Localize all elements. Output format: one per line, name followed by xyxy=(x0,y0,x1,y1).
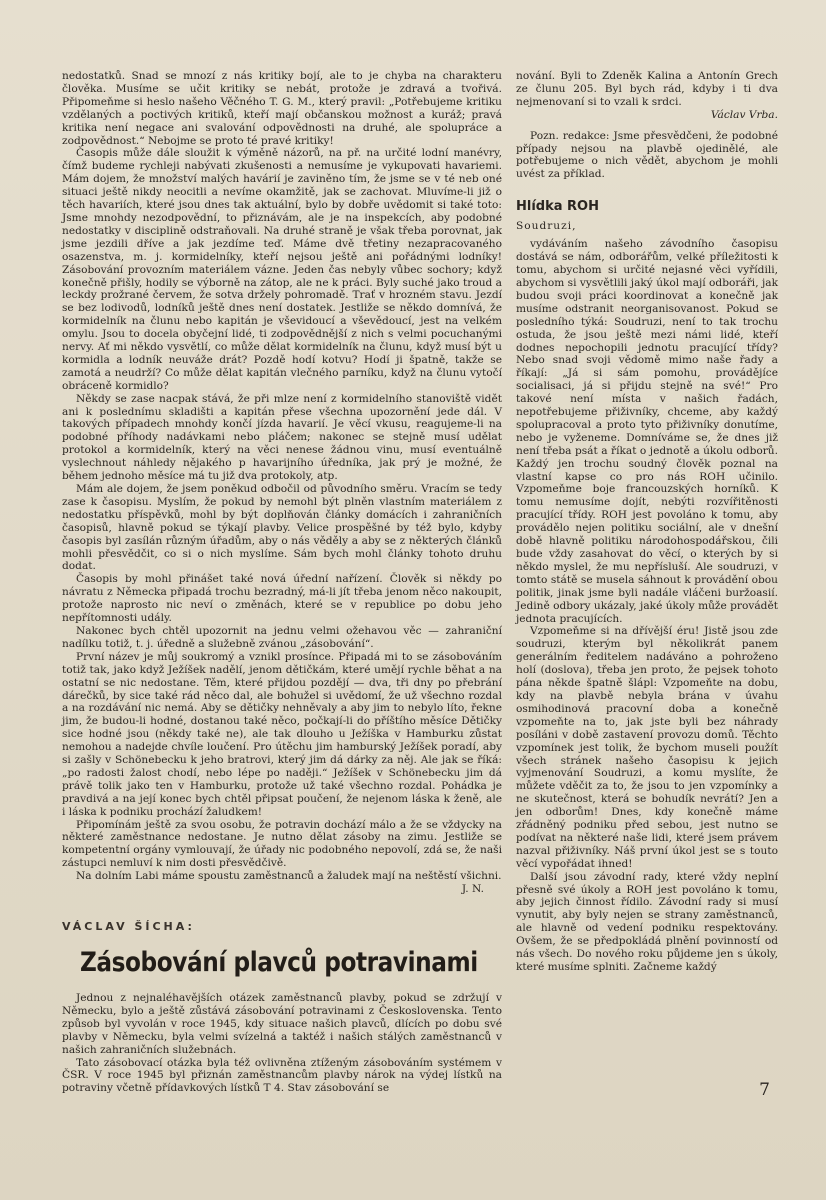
page-number: 7 xyxy=(759,1080,770,1100)
paragraph: Připomínám ještě za svou osobu, že potravin dochází málo a že se vždycky na některé zaměstnance nedostane. Je nutno dělat zásoby na zimu. Jestliže se kompetentní orgány vymlouvají, že úřady nic podobného nepovolí, zdá se, že naši zástupci nemluví k nim dosti přesvědčivě. xyxy=(62,818,502,870)
paragraph: Nakonec bych chtěl upozornit na jednu velmi ožehavou věc — zahraniční nadílku totiž, t. j. úředně a služebně zvánou „zásobování“. xyxy=(62,624,502,650)
paragraph: Další jsou závodní rady, které vždy neplní přesně své úkoly a ROH jest povoláno k tomu, aby jejich činnost řídilo. Závodní rady si musí vynutit, aby byly nejen se strany zaměstnanců, ale hlavně od vedení podniku respektovány. Ovšem, že se předpokládá plnění povinností od nás všech. Do nového roku půjdeme jen s úkoly, které musíme splniti. Začneme každý xyxy=(516,870,778,973)
paragraph: Časopis může dále sloužit k výměně názorů, na př. na určité lodní manévry, čímž budeme rychleji nabývati zkušenosti a nemusíme je vykupovati havariemi. Mám dojem, že množství malých havárií je zaviněno tím, že jsme se v té neb oné situaci ještě nikdy neocitli a nevíme okamžitě, jak se zachovat. Mluvíme-li již o těch havariích, které jsou dnes tak aktuální, bylo by dobře uvědomit si také toto: Jsme mnohdy nezodpovědní, to přiznávám, ale je na inspekcích, aby podobné nedostatky v disciplině odstraňovali. Na druhé straně je však třeba porovnat, jak jsme jezdili dříve a jak jezdíme teď. Máme dvě třetiny nezapracovaného osazenstva, m. j. kormidelníky, kteří nejsou ještě ani pořádnými lodníky! Zásobování provozním materiálem vázne. Jeden čas nebyly vůbec sochory; když konečně přišly, hodily se výborně na zátop, ale ne k práci. Byly suché jako troud a leckdy prožrané červem, že sotva držely pohromadě. Trať v hrozném stavu. Jezdí se bez lodivodů, lodníků ještě dnes není dostatek. Jestliže se někdo domnívá, že kormidelník na člunu nebo kapitán je vševidoucí a vševědoucí, jest na velkém omylu. Jsou to docela obyčejní lidé, ti zodpovědnější z nich s velmi pocuchanými nervy. Ať mi někdo vysvětlí, co může dělat kormidelník na člunu, když musí být u kormidla a lodník neuváže drát? Pozdě hodí kotvu? Hodí ji špatně, takže se zamotá a neudrží? Co může dělat kapitán vlečného parníku, když na člunu vytočí obráceně kormidlo? xyxy=(62,147,502,392)
paragraph: Časopis by mohl přinášet také nová úřední nařízení. Člověk si někdy po návratu z Německa připadá trochu bezradný, má-li jít třeba jenom něco nakoupit, protože naprosto nic neví o změnách, které se v republice po dobu jeho nepřítomnosti udály. xyxy=(62,573,502,625)
paragraph: Jednou z nejnaléhavějších otázek zaměstnanců plavby, pokud se zdržují v Německu, bylo a ještě zůstává zásobování potravinami z Československa. Tento způsob byl vyvolán v roce 1945, kdy situace našich plavců, dlících po dobu své plavby v Německu, byla velmi svízelná a taktéž i našich stálých zaměstnanců v našich zahraničních služebnách. xyxy=(62,992,502,1056)
paragraph: Vzpomeňme si na dřívější éru! Jistě jsou zde soudruzi, kterým byl několikrát panem generálním ředitelem nadáváno a pohroženo holí (doslova), třeba jen proto, že pejsek tohoto pána někde špatně šlápl: Vzpomeňte na dobu, kdy na plavbě nebyla brána v úvahu osmihodinová pracovní doba a konečně vzpomeňte na to, jak jste byli bez náhrady posíláni v době zastavení provozu domů. Těchto vzpomínek jest tolik, že bychom museli použít všech stránek našeho časopisu k jejich vyjmenování Soudruzi, a komu myslíte, že můžete vděčit za to, že jsou to jen vzpomínky a ne skutečnost, která se bohudík nevrátí? Jen a jen odborům! Dnes, kdy konečně máme zřádněný podniku před sebou, jest nutno se podívat na některé naše lidi, které jsem právem nazval přiživníky. Náš první úkol jest se s touto věcí vypořádat ihned! xyxy=(516,625,778,870)
closing-line xyxy=(62,870,502,883)
paragraph: vydáváním našeho závodního časopisu dostává se nám, odborářům, velké příležitosti k tomu, abychom si určité nejasné věci vyřídili, abychom si vysvětlili jaký úkol mají odboráři, jak budou svoji práci koordinovat a konečně jak musíme odstranit neorganisovanost. Pokud se posledního týká: Soudruzi, není to tak trochu ostuda, že jsou ještě mezi námi lidé, kteří dodnes nepochopili jednotu pracující třídy? Nebo snad svoji vědomě mimo naše řady a říkají: „Já si sám pomohu, provádějíce socialisaci, já si přijdu stejně na své!“ Pro takové není místa v našich řadách, nepotřebujeme přiživníky, chceme, aby každý spolupracoval a proto tyto přiživníky donutíme, nebo je vyženeme. Domníváme se, že dnes již není třeba psát a říkat o jednotě a úkolu odborů. Každý jen trochu soudný člověk poznal na vlastní kapse co pro nás ROH učinilo. Vzpomeňme boje francouzských horníků. K tomu nemusíme dojít, nebýti rozvířitěnosti pracující třídy. ROH jest povoláno k tomu, aby provádělo nejen politiku sociální, ale v dnešní době hlavně politiku národohospodářskou, čili bude vždy zasahovat do věcí, o kterých by si někdo myslel, že mu nepřísluší. Ale soudruzi, v tomto státě se musela sáhnout k provádění obou politik, jinak jsme byli nadále vláčeni buržoasií. Jedině odbory ukázaly, jaké úkoly může provádět jednota pracujících. xyxy=(516,238,778,625)
paragraph: Mám ale dojem, že jsem poněkud odbočil od původního směru. Vracím se tedy zase k časopisu. Myslím, že pokud by nemohl být plněn vlastním materiálem z nedostatku příspěvků, mohl by být doplňován články domácích i zahraničních časopisů, hlavně pokud se týkají plavby. Velice prospěšné by též bylo, kdyby časopis byl zasílán různým úřadům, aby o nás věděly a aby se z některých článků mohli přesvědčit, co si o nich myslíme. Sám bych mohl články tohoto druhu dodat. xyxy=(62,483,502,573)
paragraph: Tato zásobovací otázka byla též ovlivněna ztíženým zásobováním systémem v ČSR. V roce 1945 byl přiznán zaměstnancům plavby nárok na výdej lístků na potraviny včetně přídavkových lístků T 4. Stav zásobování se xyxy=(62,1056,502,1095)
paragraph: nedostatků. Snad se mnozí z nás kritiky bojí, ale to je chyba na charakteru člověka. Musíme se učit kritiky se nebát, protože je zdravá a tvořivá. Připomeňme si heslo našeho Věčného T. G. M., který pravil: „Potřebujeme kritiku vzdělaných a poctivých kritiků, kteří mají občanskou možnost a kuráž; pravá kritika není negace ani svalování odpovědnosti na druhé, ale spolupráce a zodpovědnost.“ Nebojme se proto té pravé kritiky! xyxy=(62,70,502,147)
article-title: Zásobování plavců potravinami xyxy=(80,947,478,978)
right-column xyxy=(516,70,778,974)
greeting: Soudruzi, xyxy=(516,220,577,233)
paragraph: Někdy se zase nacpak stává, že při mlze není z kormidelního stanoviště vidět ani k poslednímu skladišti a kapitán přese všechna upozornění jede dál. V takových případech mnohdy končí jízda havarií. Je věcí vkusu, reagujeme-li na podobné příhody nadávkami nebo pláčem; nakonec se stejně musí udělat protokol a kormidelník, který na věci nenese žádnou vinu, musí eventuálně vyslechnout náhledy nějakého p havarijního úředníka, jak prý je možné, že během jednoho měsíce má tu již dva protokoly, atp. xyxy=(62,392,502,483)
signature-row xyxy=(62,883,502,896)
editor-note: Pozn. redakce: Jsme přesvědčeni, že podobné případy nejsou na plavbě ojedinělé, ale potřebujeme o nich vědět, abychom je mohli uvést za příklad. xyxy=(516,129,778,181)
paragraph: První název je můj soukromý a vznikl prosínce. Připadá mi to se zásobováním totiž tak, jako když Ježíšek nadělí, jenom dětičkám, které umějí rychle běhat a na ostatní se nic nedostane. Těm, které přijdou pozdějí — dva, tři dny po přebrání dárečků, by sice také rád něco dal, ale bohužel si uvědomí, že už všechno rozdal a na rozdávání nic nemá. Aby se dětičky nehněvaly a aby jim to nebylo líto, řekne jim, že budou-li hodné, dostanou také něco, počkají-li do příštího měsíce Dětičky sice hodné jsou (někdy také ne), ale tak dlouho u Ježíška v Hamburku zůstat nemohou a nadejde chvíle loučení. Pro útěchu jim hamburský Ježíšek poradí, aby si zašly v Schönebecku k jeho bratrovi, který jim dá dárky za něj. Ale jak se říká: „po radosti žalost chodí, nebo lépe po naději.“ Ježíšek v Schönebecku jim dá právě tolik jako ten v Hamburku, protože už také všechno rozdal. Pohádka je pravdivá a na její konec bych chtěl připsat poučení, že nejenom láska k ženě, ale i láska k podniku prochází žaludkem! xyxy=(62,650,502,818)
left-column xyxy=(62,70,502,1095)
paragraph: nování. Byli to Zdeněk Kalina a Antonín Grech ze člunu 205. Byl bych rád, kdyby i ti dva nejmenovaní si to vzali k srdci. xyxy=(516,70,778,108)
signature: Václav Vrba. xyxy=(710,108,778,121)
signature: J. N. xyxy=(461,883,484,896)
article-author: VÁCLAV ŠÍCHA: xyxy=(62,920,195,933)
paragraph: Na dolním Labi máme spoustu zaměstnanců a žaludek mají na neštěstí všichni. xyxy=(76,870,502,883)
section-heading: Hlídka ROH xyxy=(516,199,599,215)
